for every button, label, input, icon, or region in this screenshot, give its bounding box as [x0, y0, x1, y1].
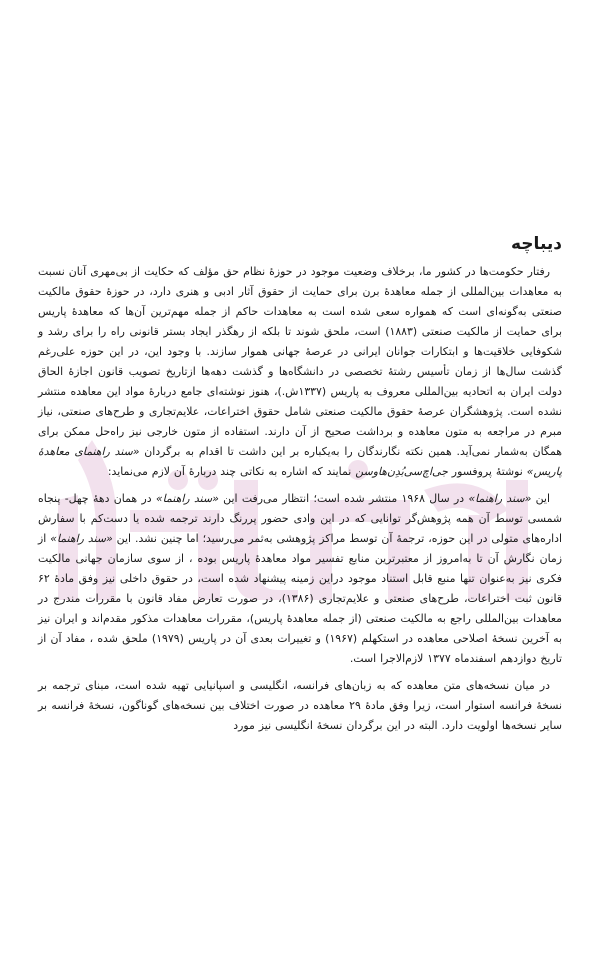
italic-author-segment: جی‌اچ‌سی‌بُدِن‌هاوسن [355, 465, 448, 478]
preface-section [38, 232, 562, 743]
text-segment: این [531, 492, 550, 505]
text-segment: رفتار حکومت‌ها در کشور ما، برخلاف وضعیت موجود در حوزۀ نظام حق مؤلف که حکایت از بی‌مهری آنان نسبت به معاهدات بین‌المللی از جمله معاهدۀ برن برای حمایت از حقوق آثار ادبی و هنری دارد، در حوزۀ حقوق مالکیت صنعتی به‌گونه‌ای است که همواره سعی شده است به معاهدات حاکم از جمله مهم‌ترین آن‌ها که معاهدۀ پاریس برای حمایت از مالکیت صنعتی (۱۸۸۳) است، ملحق شوند تا بلکه از رهگذر ایجاد بستر قانونی راه را برای رشد و شکوفایی خلاقیت‌ها و ابتکارات جوانان ایرانی در عرصۀ جهانی هموار سازند. با وجود این، در این حوزه علی‌رغم گذشت سال‌ها از زمان تأسیس رشتۀ تخصصی در دانشگاه‌ها و گذشت دهه‌ها ازتاریخ تصویب قانون اجازۀ الحاق دولت ایران به اتحادیه بین‌المللی معروف به پاریس (۱۳۳۷ش.)، هنوز نوشته‌ای جامع دربارۀ مواد این معاهده منتشر نشده است. پژوهشگران عرصۀ حقوق مالکیت صنعتی شامل حقوق اختراعات، علایم‌تجاری و طرح‌های صنعتی، نیاز مبرم در مراجعه به متون معاهده و برداشت صحیح از آن دارند. استفاده از متون خارجی نیز راه‌حل ممکن برای همگان به‌شمار نمی‌آید. همین نکته نگارندگان را به‌یکباره بر این داشت تا اقدام به برگردان [38, 265, 562, 458]
text-segment: در سال ۱۹۶۸ منتشر شده است؛ انتظار می‌رفت این [218, 492, 469, 505]
paragraph-1 [38, 262, 562, 482]
italic-title-segment: «سند راهنما» [468, 492, 532, 505]
text-segment: در همان دهۀ چهل- پنجاه شمسی توسط آن همه پژوهش‌گر توانایی که در این وادی حضور پررنگ دارند ترجمه شده یا دست‌کم با سفارش اداره‌های متولی در این حوزه، ترجمۀ آن توسط مراکز پژوهشی به‌ثمر می‌رسید؛ اما چنین نشد. این [38, 492, 562, 545]
paragraph-2 [38, 489, 562, 669]
page-title: دیباچه [511, 234, 562, 254]
text-segment: نمایند که اشاره به نکاتی چند دربارۀ آن لازم می‌نماید: [107, 465, 356, 478]
text-segment: از زمان نگارش آن تا به‌امروز از معتبرترین منابع تفسیر مواد معاهدۀ پاریس بوده ، از سوی سازمان جهانی مالکیت فکری نیز به‌عنوان تنها منبع قابل استناد موجود دراین زمینه پیشنهاد شده است، در حقوق داخلی نیز وفق مادۀ ۶۲ قانون ثبت اختراعات، طرح‌های صنعتی و علایم‌تجاری (۱۳۸۶)، در صورت تعارض مفاد قانون با مقررات مندرج در معاهدات بین‌المللی راجع به مالکیت صنعتی (از جمله معاهدۀ پاریس)، مقررات معاهدات مذکور مقدم‌اند و ایران نیز به آخرین نسخۀ اصلاحی معاهده در استکهلم (۱۹۶۷) و تغییرات بعدی آن در پاریس (۱۹۷۹) ملحق شده ، مفاد آن از تاریخ دوازدهم اسفندماه ۱۳۷۷ لازم‌الاجرا است. [38, 532, 562, 665]
paragraph-3 [38, 676, 562, 736]
italic-title-segment: «سند راهنمای معاهدۀ پاریس» [38, 445, 562, 478]
italic-title-segment: «سند راهنما» [155, 492, 219, 505]
italic-title-segment: «سند راهنما» [50, 532, 113, 545]
text-segment: در میان نسخه‌های متن معاهده که به زبان‌های فرانسه، انگلیسی و اسپانیایی تهیه شده است، مبنای ترجمه بر نسخۀ فرانسه استوار است، زیرا وفق مادۀ ۲۹ معاهده در صورت اختلاف بین نسخه‌های گوناگون، نسخۀ فرانسه بر سایر نسخه‌ها اولویت دارد. البته در این برگردان نسخۀ انگلیسی نیز مورد [38, 679, 562, 732]
text-segment: نوشتۀ پروفسور [447, 465, 527, 478]
